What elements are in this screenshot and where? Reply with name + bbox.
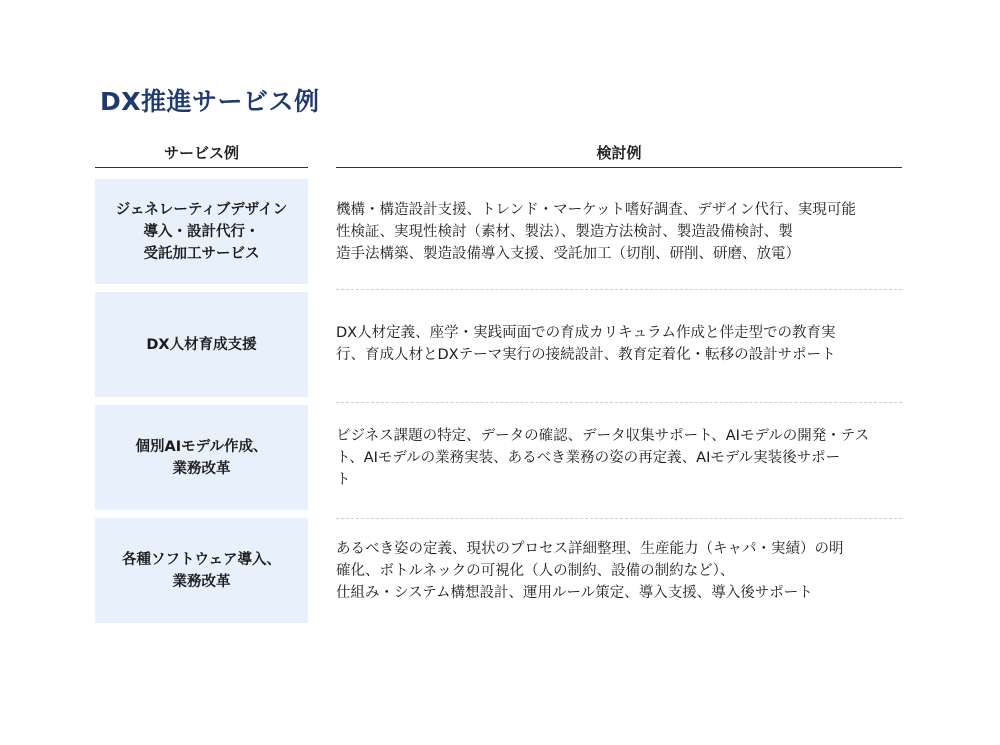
service-label-dx-training: DX人材育成支援 (95, 292, 308, 397)
service-label-generative-design: ジェネレーティブデザイン 導入・設計代行・ 受託加工サービス (95, 179, 308, 284)
column-header-study: 検討例 (336, 143, 902, 168)
row-divider (336, 402, 902, 403)
study-text-generative-design: 機構・構造設計支援、トレンド・マーケット嗜好調査、デザイン代行、実現可能 性検証、実現性検討（素材、製法）、製造方法検討、製造設備検討、製 造手法構築、製造設備導入支援、受託加工（切削、研削、研磨、放電） (336, 202, 856, 262)
study-text-dx-training: DX人材定義、座学・実践両面での育成カリキュラム作成と伴走型での教育実 行、育成人材とDXテーマ実行の接続設計、教育定着化・転移の設計サポート (336, 325, 836, 363)
page-title: DX推進サービス例 (100, 87, 320, 116)
column-header-service: サービス例 (95, 143, 308, 168)
study-text-software: あるべき姿の定義、現状のプロセス詳細整理、生産能力（キャパ・実績）の明 確化、ボトルネックの可視化（人の制約、設備の制約など）、 仕組み・システム構想設計、運用ルール策定、導入支援、導入後サポート (336, 541, 844, 601)
study-text-ai-model: ビジネス課題の特定、データの確認、データ収集サポート、AIモデルの開発・テス ト、AIモデルの業務実装、あるべき業務の姿の再定義、AIモデル実装後サポー ト (336, 428, 870, 488)
service-label-software: 各種ソフトウェア導入、 業務改革 (95, 518, 308, 623)
row-divider (336, 518, 902, 519)
row-divider (336, 289, 902, 290)
service-label-ai-model: 個別AIモデル作成、 業務改革 (95, 405, 308, 510)
